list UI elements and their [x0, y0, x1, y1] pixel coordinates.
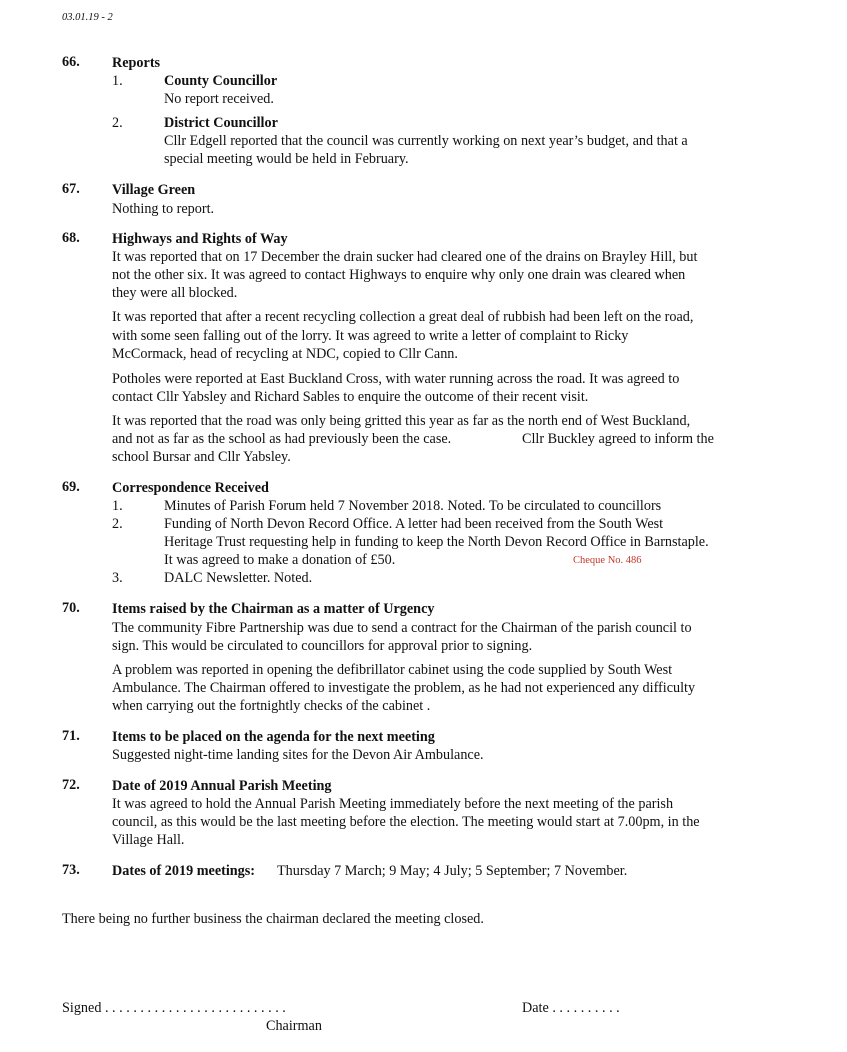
text-line: It was agreed to hold the Annual Parish Meeting immediately before the next meeting of the parish: [112, 796, 674, 812]
text-line: school Bursar and Cllr Yabsley.: [112, 449, 291, 465]
text-line: they were all blocked.: [112, 285, 238, 301]
sub-item-title: District Councillor: [164, 115, 278, 131]
item-number: 66.: [62, 54, 80, 70]
item-number: 69.: [62, 479, 80, 495]
document-reference: 03.01.19 - 2: [62, 12, 113, 23]
closing-statement: There being no further business the chairman declared the meeting closed.: [62, 911, 484, 927]
sub-item-text: No report received.: [164, 91, 274, 107]
sub-item-text: DALC Newsletter. Noted.: [164, 570, 313, 586]
text-line: A problem was reported in opening the defibrillator cabinet using the code supplied by South West: [112, 662, 673, 678]
sub-item-number: 3.: [112, 570, 123, 586]
text-line: It was reported that after a recent recycling collection a great deal of rubbish had been left on the road,: [112, 309, 694, 325]
chairman-label: Chairman: [266, 1018, 322, 1034]
text-line: Ambulance. The Chairman offered to investigate the problem, as he had not experienced any difficulty: [112, 680, 696, 696]
item-number: 67.: [62, 181, 80, 197]
item-number: 68.: [62, 230, 80, 246]
sub-item-number: 2.: [112, 115, 123, 131]
item-title: Items to be placed on the agenda for the next meeting: [112, 729, 435, 745]
cheque-annotation: Cheque No. 486: [573, 555, 642, 566]
text-line: Village Hall.: [112, 832, 185, 848]
text-line: It was reported that the road was only being gritted this year as far as the north end of West Buckland,: [112, 413, 691, 429]
text-line: sign. This would be circulated to councillors for approval prior to signing.: [112, 638, 533, 654]
text-line: Funding of North Devon Record Office. A letter had been received from the South West: [164, 516, 664, 532]
sub-item-number: 2.: [112, 516, 123, 532]
item-number: 71.: [62, 728, 80, 744]
text-line: It was reported that on 17 December the drain sucker had cleared one of the drains on Brayley Hill, but: [112, 249, 698, 265]
item-text: Suggested night-time landing sites for the Devon Air Ambulance.: [112, 747, 484, 763]
text-line: with some seen falling out of the lorry. It was agreed to write a letter of complaint to Ricky: [112, 328, 629, 344]
item-title: Correspondence Received: [112, 480, 269, 496]
text-line: special meeting would be held in February.: [164, 151, 409, 167]
item-title: Items raised by the Chairman as a matter of Urgency: [112, 601, 435, 617]
text-line: McCormack, head of recycling at NDC, copied to Cllr Cann.: [112, 346, 458, 362]
text-line: and not as far as the school as had previously been the case.: [112, 431, 452, 447]
item-text: Thursday 7 March; 9 May; 4 July; 5 September; 7 November.: [277, 863, 628, 879]
item-title: Village Green: [112, 182, 196, 198]
date-line: Date . . . . . . . . . .: [522, 1000, 620, 1016]
text-line: Heritage Trust requesting help in funding to keep the North Devon Record Office in Barnstaple.: [164, 534, 709, 550]
sub-item-number: 1.: [112, 73, 123, 89]
item-text: Nothing to report.: [112, 201, 215, 217]
sub-item-title: County Councillor: [164, 73, 278, 89]
item-title: Dates of 2019 meetings:: [112, 863, 256, 879]
text-line: when carrying out the fortnightly checks of the cabinet .: [112, 698, 431, 714]
sub-item-text: Minutes of Parish Forum held 7 November 2018. Noted. To be circulated to councillors: [164, 498, 662, 514]
item-title: Date of 2019 Annual Parish Meeting: [112, 778, 332, 794]
signed-line: Signed . . . . . . . . . . . . . . . . . . . . . . . . . .: [62, 1000, 286, 1016]
text-line: council, as this would be the last meeting before the election. The meeting would start at 7.00pm, in the: [112, 814, 700, 830]
item-number: 73.: [62, 862, 80, 878]
sub-item-number: 1.: [112, 498, 123, 514]
text-line: Potholes were reported at East Buckland Cross, with water running across the road. It was agreed to: [112, 371, 680, 387]
text-line: Cllr Edgell reported that the council was currently working on next year’s budget, and that a: [164, 133, 688, 149]
item-number: 70.: [62, 600, 80, 616]
item-title: Highways and Rights of Way: [112, 231, 288, 247]
item-number: 72.: [62, 777, 80, 793]
text-line: Cllr Buckley agreed to inform the: [522, 431, 714, 447]
text-line: not the other six. It was agreed to contact Highways to enquire why only one drain was cleared when: [112, 267, 686, 283]
text-line: The community Fibre Partnership was due to send a contract for the Chairman of the parish council to: [112, 620, 692, 636]
text-line: contact Cllr Yabsley and Richard Sables to enquire the outcome of their recent visit.: [112, 389, 589, 405]
item-title: Reports: [112, 55, 161, 71]
text-line: It was agreed to make a donation of £50.: [164, 552, 396, 568]
